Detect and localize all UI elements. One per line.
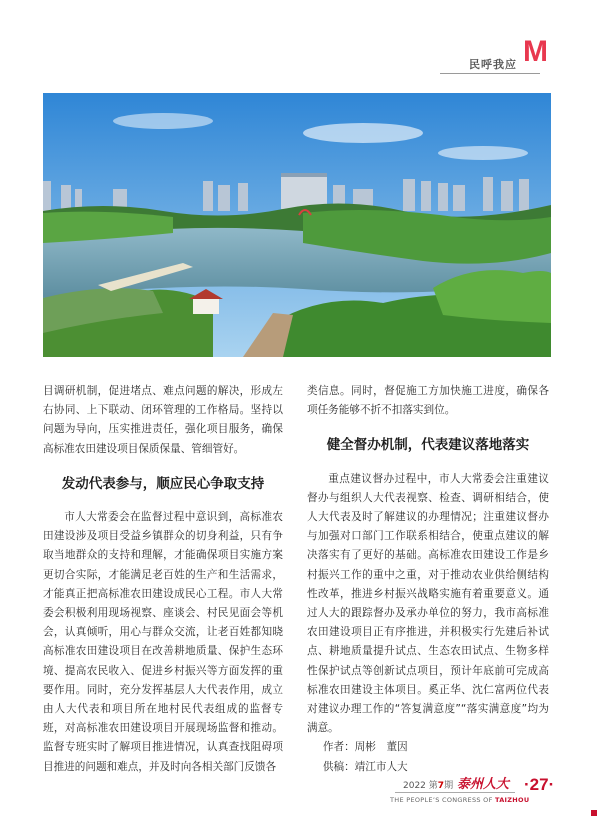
page-number: ·27·	[524, 775, 555, 794]
magazine-title: 泰州人大	[455, 773, 511, 792]
english-title: THE PEOPLE’S CONGRESS OF TAIZHOU	[390, 796, 530, 804]
page-header	[0, 36, 597, 76]
right-paragraph-2: 重点建议督办过程中，市人大常委会注重建议督办与组织人大代表视察、检查、调研相结合，使人大代表及时了解建议的办理情况；注重建议督办与加强对口部门工作联系相结合，使重点建议的解决落实有了更好的基础。高标准农田建设工作是乡村振兴工作的重中之重，对于推动农业供给侧结构性改革，推进乡村振兴战略实施有着重要意义。通过人大的跟踪督办及承办单位的努力，我市高标准农田建设项目正有序推进，并积极实行先建后补试点、耕地质量提升试点、生态农田试点、生物多样性保护试点等创新试点项目，预计年底前可完成高标准农田建设主体项目。奚正华、沈仁富两位代表对建议办理工作的“答复满意度”“落实满意度”均为满意。	[307, 472, 549, 735]
right-paragraph-continued: 类信息。同时，督促施工方加快施工进度，确保各项任务能够不折不扣落实到位。	[307, 385, 549, 417]
corner-mark	[591, 810, 597, 816]
header-divider	[440, 73, 540, 74]
page-footer	[0, 773, 597, 813]
section-logo-letter: M	[523, 35, 548, 68]
section-title: 民呼我应	[469, 58, 517, 71]
left-paragraph-continued: 目调研机制，促进堵点、难点问题的解决，形成左右协同、上下联动、闭环管理的工作格局。坚持以问题为导向，压实推进责任，强化项目服务，确保高标准农田建设项目保质保量、管细管好。	[43, 385, 283, 455]
source-line: 供稿：靖江市人大	[322, 760, 408, 773]
right-column	[307, 382, 549, 777]
issue-label: 2022 第7期	[400, 778, 456, 791]
section-heading-1: 发动代表参与，顺应民心争取支持	[61, 475, 265, 492]
lake-park-photo	[43, 93, 551, 357]
author-line: 作者：周彬 董因	[322, 741, 408, 754]
section-heading-2: 健全督办机制，代表建议落地落实	[326, 437, 530, 454]
footer-divider	[395, 792, 515, 793]
left-paragraph-1: 市人大常委会在监督过程中意识到，高标准农田建设涉及项目受益乡镇群众的切身利益，只有争取当地群众的支持和理解，才能确保项目实施方案更切合实际，才能满足老百姓的生产和生活需求，才能真正把高标准农田建设成民心工程。市人大常委会积极利用现场视察、座谈会、村民见面会等机会，认真倾听，用心与群众交流，让老百姓都知晓高标准农田建设项目在改善耕地质量、保护生态环境、提高农民收入、促进乡村振兴等方面发挥的重要作用。同时，充分发挥基层人大代表作用，成立由人大代表和项目所在地村民代表组成的监督专班，对高标准农田建设项目开展现场监督和推动。监督专班实时了解项目推进情况，认真查找阻碍项目推进的问题和难点，并及时向各相关部门反馈各	[43, 511, 283, 773]
left-column	[43, 382, 283, 777]
